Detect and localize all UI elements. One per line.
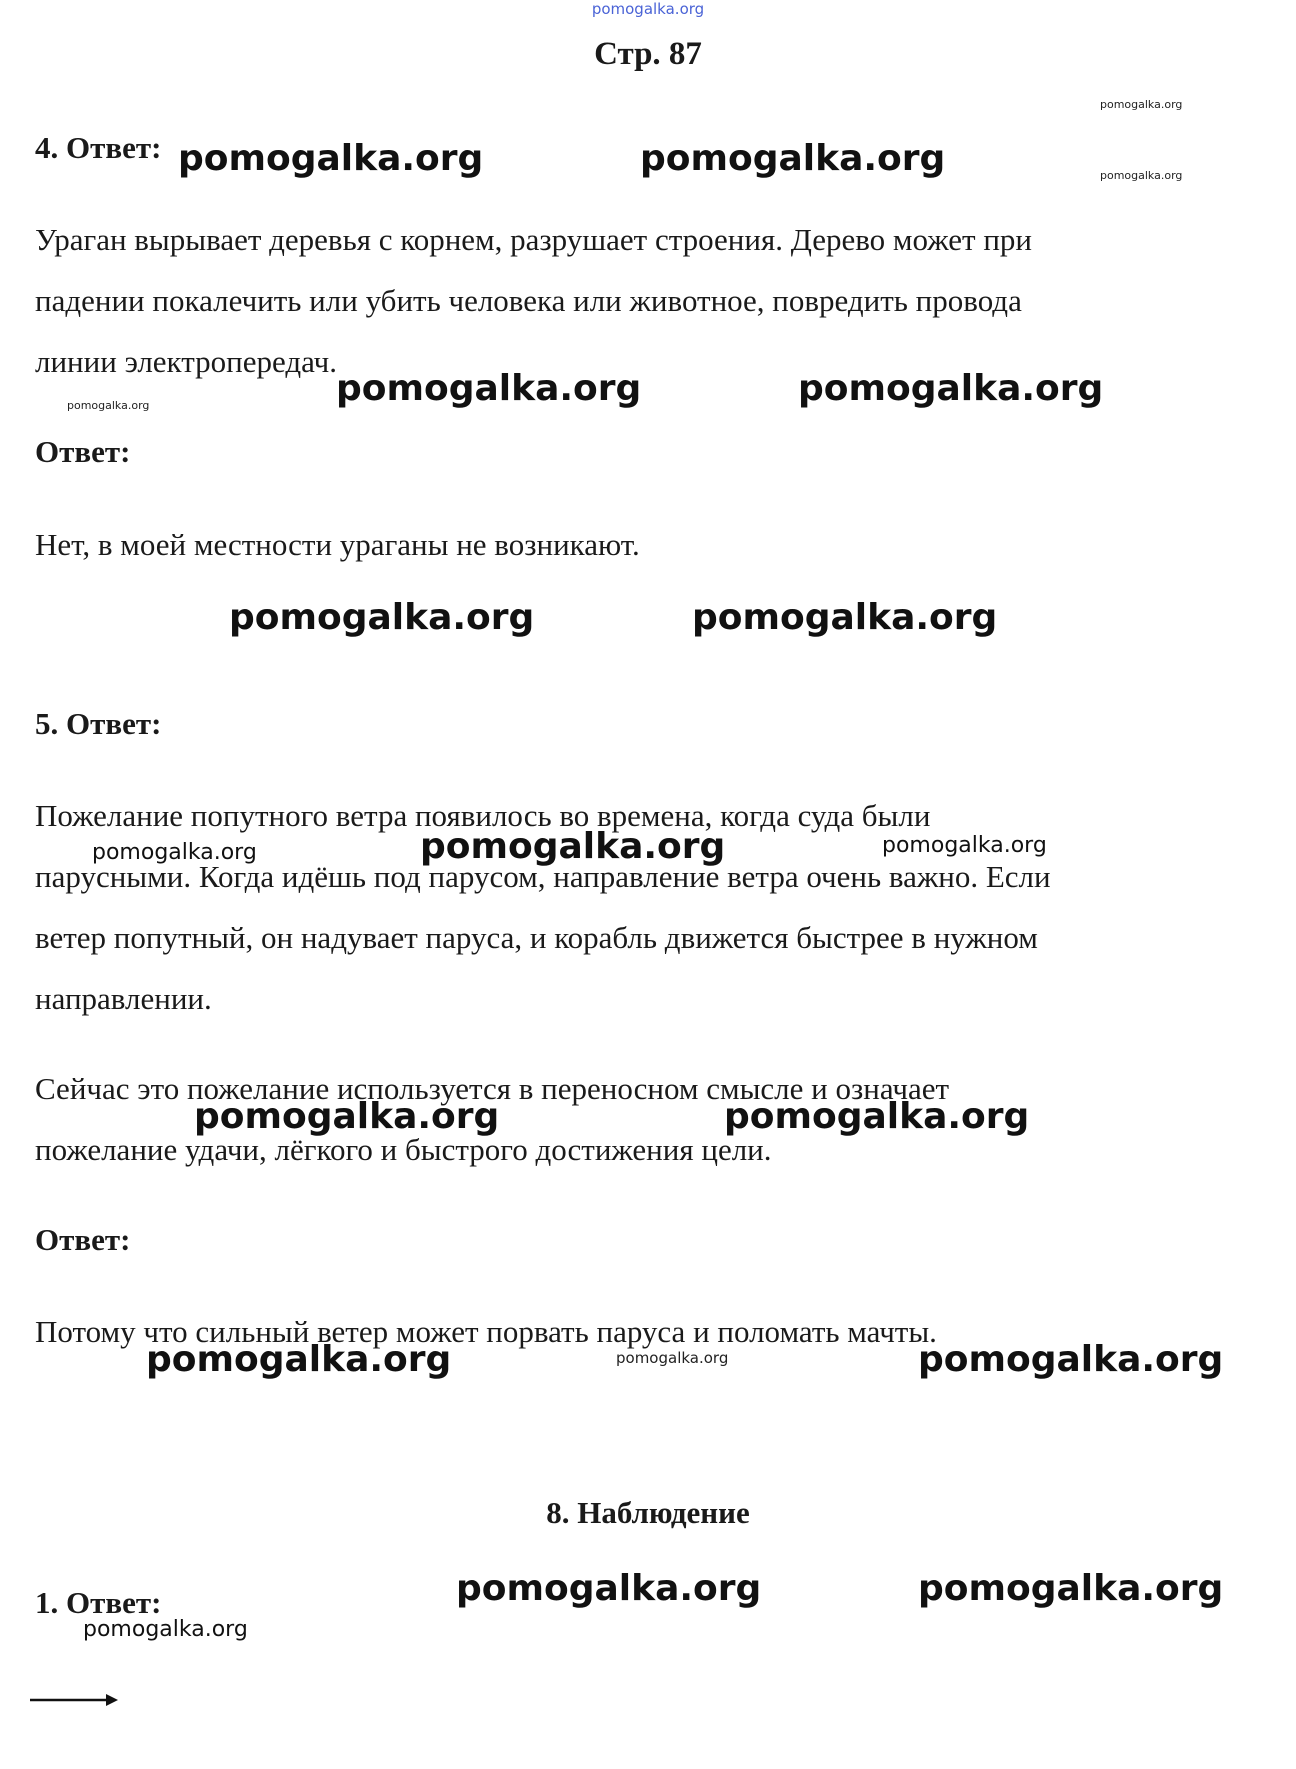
answer-heading-2: Ответ: xyxy=(35,1222,131,1257)
watermark-big: pomogalka.org xyxy=(798,368,1104,409)
section-4-heading: 4. Ответ: xyxy=(35,130,162,165)
watermark-small: pomogalka.org xyxy=(616,1349,729,1367)
right-arrow-icon xyxy=(30,1690,120,1710)
watermark-small: pomogalka.org xyxy=(1100,98,1183,111)
watermark-big: pomogalka.org xyxy=(336,368,642,409)
section-4-text xyxy=(35,209,1275,392)
text-line: направлении. xyxy=(35,981,212,1016)
watermark-big: pomogalka.org xyxy=(229,597,535,638)
text-line: Потому что сильный ветер может порвать паруса и поломать мачты. xyxy=(35,1314,937,1349)
section-5-heading: 5. Ответ: xyxy=(35,706,162,741)
watermark-big: pomogalka.org xyxy=(420,826,726,867)
text-line: Ураган вырывает деревья с корнем, разрушает строения. Дерево может при xyxy=(35,222,1033,257)
watermark-big: pomogalka.org xyxy=(146,1339,452,1380)
text-line: парусными. Когда идёшь под парусом, направление ветра очень важно. Если xyxy=(35,859,1051,894)
section-8-answer-heading: 1. Ответ: xyxy=(35,1585,162,1620)
watermark-small: pomogalka.org xyxy=(67,399,150,412)
watermark-big: pomogalka.org xyxy=(724,1096,1030,1137)
watermark-big: pomogalka.org xyxy=(918,1339,1224,1380)
watermark-mid: pomogalka.org xyxy=(882,833,1047,858)
section-5-text xyxy=(35,785,1275,1029)
watermark-big: pomogalka.org xyxy=(640,138,946,179)
text-line: Сейчас это пожелание используется в переносном смысле и означает xyxy=(35,1071,950,1106)
text-line: пожелание удачи, лёгкого и быстрого достижения цели. xyxy=(35,1132,772,1167)
answer-text xyxy=(35,514,1275,575)
page-title: Стр. 87 xyxy=(594,36,702,72)
watermark-big: pomogalka.org xyxy=(918,1568,1224,1609)
text-line: линии электропередач. xyxy=(35,344,337,379)
watermark-mid: pomogalka.org xyxy=(92,840,257,865)
watermark-big: pomogalka.org xyxy=(456,1568,762,1609)
text-line: падении покалечить или убить человека или животное, повредить провода xyxy=(35,283,1022,318)
watermark-small: pomogalka.org xyxy=(1100,169,1183,182)
watermark-big: pomogalka.org xyxy=(692,597,998,638)
text-line: Нет, в моей местности ураганы не возникают. xyxy=(35,527,640,562)
watermark-big: pomogalka.org xyxy=(194,1096,500,1137)
section-8-title: 8. Наблюдение xyxy=(546,1495,750,1530)
top-watermark: pomogalka.org xyxy=(591,0,705,18)
text-line: ветер попутный, он надувает паруса, и корабль движется быстрее в нужном xyxy=(35,920,1038,955)
watermark-mid: pomogalka.org xyxy=(83,1617,248,1642)
text-line: Пожелание попутного ветра появилось во времена, когда суда были xyxy=(35,798,931,833)
watermark-big: pomogalka.org xyxy=(178,138,484,179)
answer-heading: Ответ: xyxy=(35,434,131,469)
